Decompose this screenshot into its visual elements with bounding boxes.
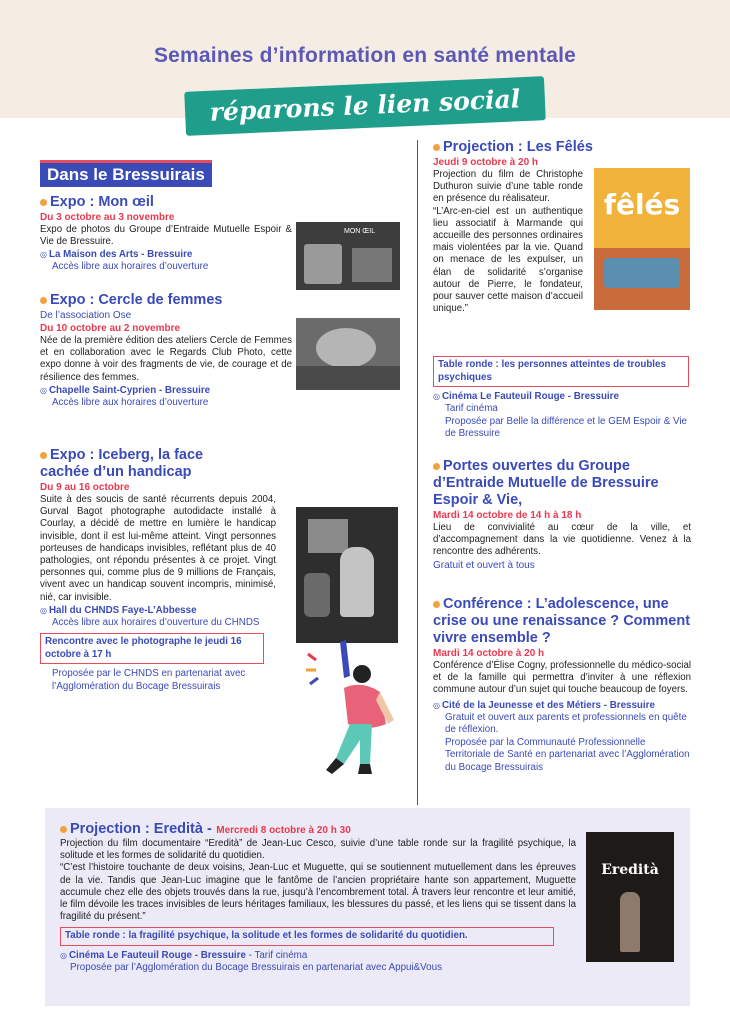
bullet-icon [433,463,440,470]
event-body: Suite à des soucis de santé récurrents depuis 2004, Gurval Bagot photographe autodidacte installé à Courlay, a décidé de mettre en lumière le handicap invisible, dont il est lui-même atteint. Vingt personnes porteuses de handicaps invisibles, reflétant plus de 40 pathologies, ont répondu présentes à ce projet. Vingt personnes qui, comme plus de 9 millions de Français, vivent avec un handicap souvent incompris, minimisé, nié, car invisible. [40,494,276,603]
slogan-text: réparons le lien social [209,84,521,127]
event-date: Du 10 octobre au 2 novembre [40,323,181,334]
feles-details [433,356,689,441]
pin-icon: ◎ [40,385,47,395]
photo-shape [316,328,376,368]
event-location: ◎ Cinéma Le Fauteuil Rouge - Bressuire - Tarif cinéma [60,949,308,961]
poster-shape [604,258,680,288]
poster-eredita [586,832,674,962]
event-title: Projection : Les Fêlés [433,139,689,156]
event-body: Lieu de convivialité au cœur de la ville, et d’accompagnement dans la vie quotidienne. Venez à la rencontre des adhérents. [433,522,691,558]
event-proposed: Proposée par Belle la différence et le GEM Espoir & Vie de Bressuire [445,415,687,439]
photo-shape [304,244,342,284]
pin-icon: ◎ [40,605,47,615]
bullet-icon [40,452,47,459]
event-price: Tarif cinéma [445,403,498,414]
event-body: Expo de photos du Groupe d’Entraide Mutuelle Espoir & Vie de Bressuire. [40,224,292,248]
event-org: De l’association Ose [40,310,132,321]
event-date: Du 3 octobre au 3 novembre [40,212,175,223]
event-date: Mardi 14 octobre à 20 h [433,648,545,659]
page-title: Semaines d’information en santé mentale [153,44,577,67]
event-location: ◎ La Maison des Arts - Bressuire [40,249,193,261]
event-title: Portes ouvertes du Groupe d’Entraide Mutuelle de Bressuire Espoir & Vie, [433,458,659,508]
event-date: Mardi 14 octobre de 14 h à 18 h [433,510,582,521]
pin-icon: ◎ [60,950,67,960]
photo-cercle-femmes [296,318,400,390]
table-ronde-box: Table ronde : la fragilité psychique, la solitude et les formes de solidarité du quotidien. [60,927,554,946]
photo-shape [296,366,400,390]
event-quote: “C’est l’histoire touchante de deux voisins, Jean-Luc et Muguette, qui se soutiennent mutuellement dans les épreuves de la vie. Tandis que Jean-Luc imagine que le fantôme de l’ancien propriétaire hante son appartement, Muguette accumule chez elle des objets trouvés dans la rue, jusqu’à l’encombrement total. À travers leur rencontre et leur amitié, le film dévoile les traces invisibles de leurs héritages familiaux, les blessures du passé, et les liens qui se tissent dans la fragilité du présent.” [60,862,576,923]
event-body: Née de la première édition des ateliers Cercle de Femmes et en collaboration avec le Regards Club Photo, cette expo donne à voir des fragments de vie, de courage et de résilience des femmes. [40,335,292,383]
pin-icon: ◎ [433,392,440,401]
event-title: Expo : Iceberg, la face cachée d’un handicap [40,447,204,480]
photo-shape [308,519,348,553]
event-location: ◎ Cité de la Jeunesse et des Métiers - Bressuire [433,699,655,711]
event-access: Accès libre aux horaires d’ouverture du CHNDS [52,616,260,628]
event-location: ◎ Cinéma Le Fauteuil Rouge - Bressuire [433,391,619,402]
photo-shape [304,573,330,617]
table-ronde-box: Table ronde : les personnes atteintes de troubles psychiques [433,356,689,387]
event-title: Projection : Eredità - Mercredi 8 octobre à 20 h 30 [60,820,576,838]
poster-title: Eredità [601,862,659,878]
event-title: Expo : Cercle de femmes [40,292,292,309]
event-access: Accès libre aux horaires d’ouverture [52,261,209,273]
event-proposed: Proposée par la Communauté Professionnelle Territoriale de Santé en partenariat avec l’Agglomération du Bocage Bressuirais [445,736,690,773]
column-divider [417,140,418,805]
event-proposed: Proposée par le CHNDS en partenariat avec l’Agglomération du Bocage Bressuirais [52,668,246,692]
poster-shape [620,892,640,952]
expo-iceberg [40,447,276,693]
pin-icon: ◎ [433,700,440,710]
event-location: ◎ Hall du CHNDS Faye-L’Abbesse [40,604,197,616]
event-access: Accès libre aux horaires d’ouverture [52,396,209,408]
bullet-icon [433,144,440,151]
photo-shape [340,547,374,617]
event-date: Du 9 au 16 octobre [40,482,130,493]
event-body: Projection du film documentaire “Eredità” de Jean-Luc Cesco, suivie d’une table ronde sur la fragilité psychique, la solitude et les formes de solidarité du quotidien. [60,838,576,862]
bullet-icon [40,297,47,304]
bullet-icon [60,826,67,833]
event-body: Projection du film de Christophe Duthuron suivie d’une table ronde en présence du réalisateur. [433,169,583,205]
poster-title: fêlés [603,188,681,221]
poster-feles [594,168,690,310]
section-label: Dans le Bressuirais [40,160,212,187]
event-body: Conférence d’Élise Cogny, professionnelle du médico-social et de la famille qui permettra d’inviter à une réflexion commune autour d’un sujet qui touche beaucoup de foyers. [433,660,691,696]
conference-adolescence [433,596,691,774]
bullet-icon [40,199,47,206]
event-quote: “L’Arc-en-ciel est un authentique lieu associatif à Marmande qui accueille des personnes ordinaires mais violentées par la vie. Quand on menace de les expulser, un élan de solidarité s’organise autour de Pierre, le fondateur, pour sauver cette maison d’accueil unique.” [433,205,583,315]
expo-mon-oeil [40,194,292,274]
meeting-box: Rencontre avec le photographe le jeudi 16 octobre à 17 h [40,633,264,664]
event-title: Conférence : L’adolescence, une crise ou une renaissance ? Comment vivre ensemble ? [433,596,691,646]
event-location: ◎ Chapelle Saint-Cyprien - Bressuire [40,384,211,396]
event-access: Gratuit et ouvert à tous [433,559,535,571]
bullet-icon [433,601,440,608]
event-title: Expo : Mon œil [40,194,292,211]
portes-ouvertes [433,458,691,572]
event-date: Jeudi 9 octobre à 20 h [433,157,539,168]
pin-icon: ◎ [40,250,47,260]
expo-cercle-femmes [40,292,292,409]
photo-shape [352,248,392,282]
photo-mon-oeil [296,222,400,290]
event-access: Gratuit et ouvert aux parents et professionnels en quête de réflexion. [445,711,687,736]
event-proposed: Proposée par l’Agglomération du Bocage Bressuirais en partenariat avec Appui&Vous [70,961,442,973]
photo-iceberg [296,507,398,643]
photo-label: MON ŒIL [344,228,376,235]
dancing-figure-illustration [300,636,400,798]
projection-eredita [60,820,576,974]
